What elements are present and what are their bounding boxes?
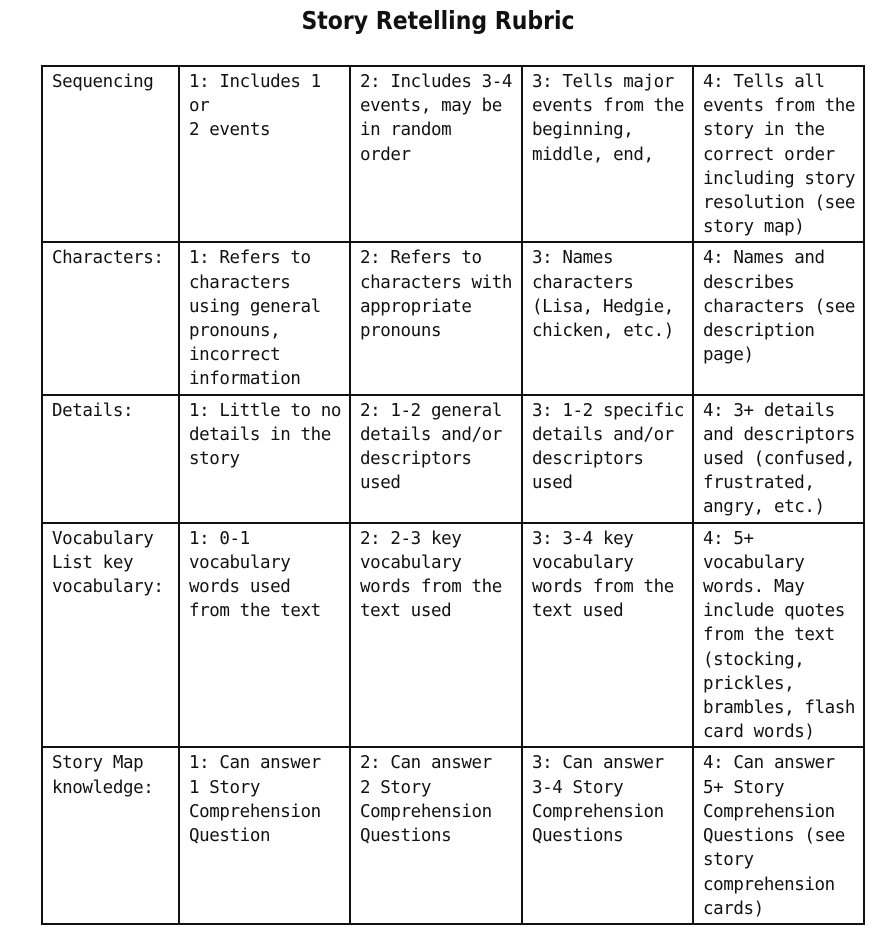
rubric-row-vocabulary: [42, 523, 864, 748]
level-1-cell: 1: Little to no details in the story: [179, 395, 350, 523]
level-2-cell: 2: Can answer 2 Story Comprehension Questions: [350, 747, 522, 923]
level-3-cell: 3: Can answer 3-4 Story Comprehension Questions: [522, 747, 693, 923]
rubric-row-characters: [42, 242, 864, 394]
criterion-cell: Vocabulary List key vocabulary:: [42, 523, 179, 748]
criterion-cell: Story Map knowledge:: [42, 747, 179, 923]
rubric-row-details: [42, 395, 864, 523]
level-1-cell: 1: Includes 1 or 2 events: [179, 66, 350, 242]
rubric-row-story-map: [42, 747, 864, 923]
criterion-cell: Sequencing: [42, 66, 179, 242]
criterion-cell: Characters:: [42, 242, 179, 394]
level-2-cell: 2: 1-2 general details and/or descriptors used: [350, 395, 522, 523]
level-4-cell: 4: Tells all events from the story in the correct order including story resolution (see story map): [693, 66, 864, 242]
criterion-cell: Details:: [42, 395, 179, 523]
level-4-cell: 4: 5+ vocabulary words. May include quotes from the text (stocking, prickles, brambles, flash card words): [693, 523, 864, 748]
level-3-cell: 3: Names characters (Lisa, Hedgie, chicken, etc.): [522, 242, 693, 394]
page-title: Story Retelling Rubric: [301, 6, 575, 35]
level-4-cell: 4: Can answer 5+ Story Comprehension Questions (see story comprehension cards): [693, 747, 864, 923]
level-3-cell: 3: 3-4 key vocabulary words from the text used: [522, 523, 693, 748]
rubric-table: [41, 65, 865, 925]
level-2-cell: 2: Includes 3-4 events, may be in random order: [350, 66, 522, 242]
rubric-row-sequencing: [42, 66, 864, 242]
level-3-cell: 3: Tells major events from the beginning, middle, end,: [522, 66, 693, 242]
level-2-cell: 2: 2-3 key vocabulary words from the text used: [350, 523, 522, 748]
level-1-cell: 1: Refers to characters using general pronouns, incorrect information: [179, 242, 350, 394]
level-1-cell: 1: Can answer 1 Story Comprehension Question: [179, 747, 350, 923]
level-4-cell: 4: 3+ details and descriptors used (confused, frustrated, angry, etc.): [693, 395, 864, 523]
level-3-cell: 3: 1-2 specific details and/or descriptors used: [522, 395, 693, 523]
level-1-cell: 1: 0-1 vocabulary words used from the text: [179, 523, 350, 748]
level-4-cell: 4: Names and describes characters (see description page): [693, 242, 864, 394]
level-2-cell: 2: Refers to characters with appropriate pronouns: [350, 242, 522, 394]
